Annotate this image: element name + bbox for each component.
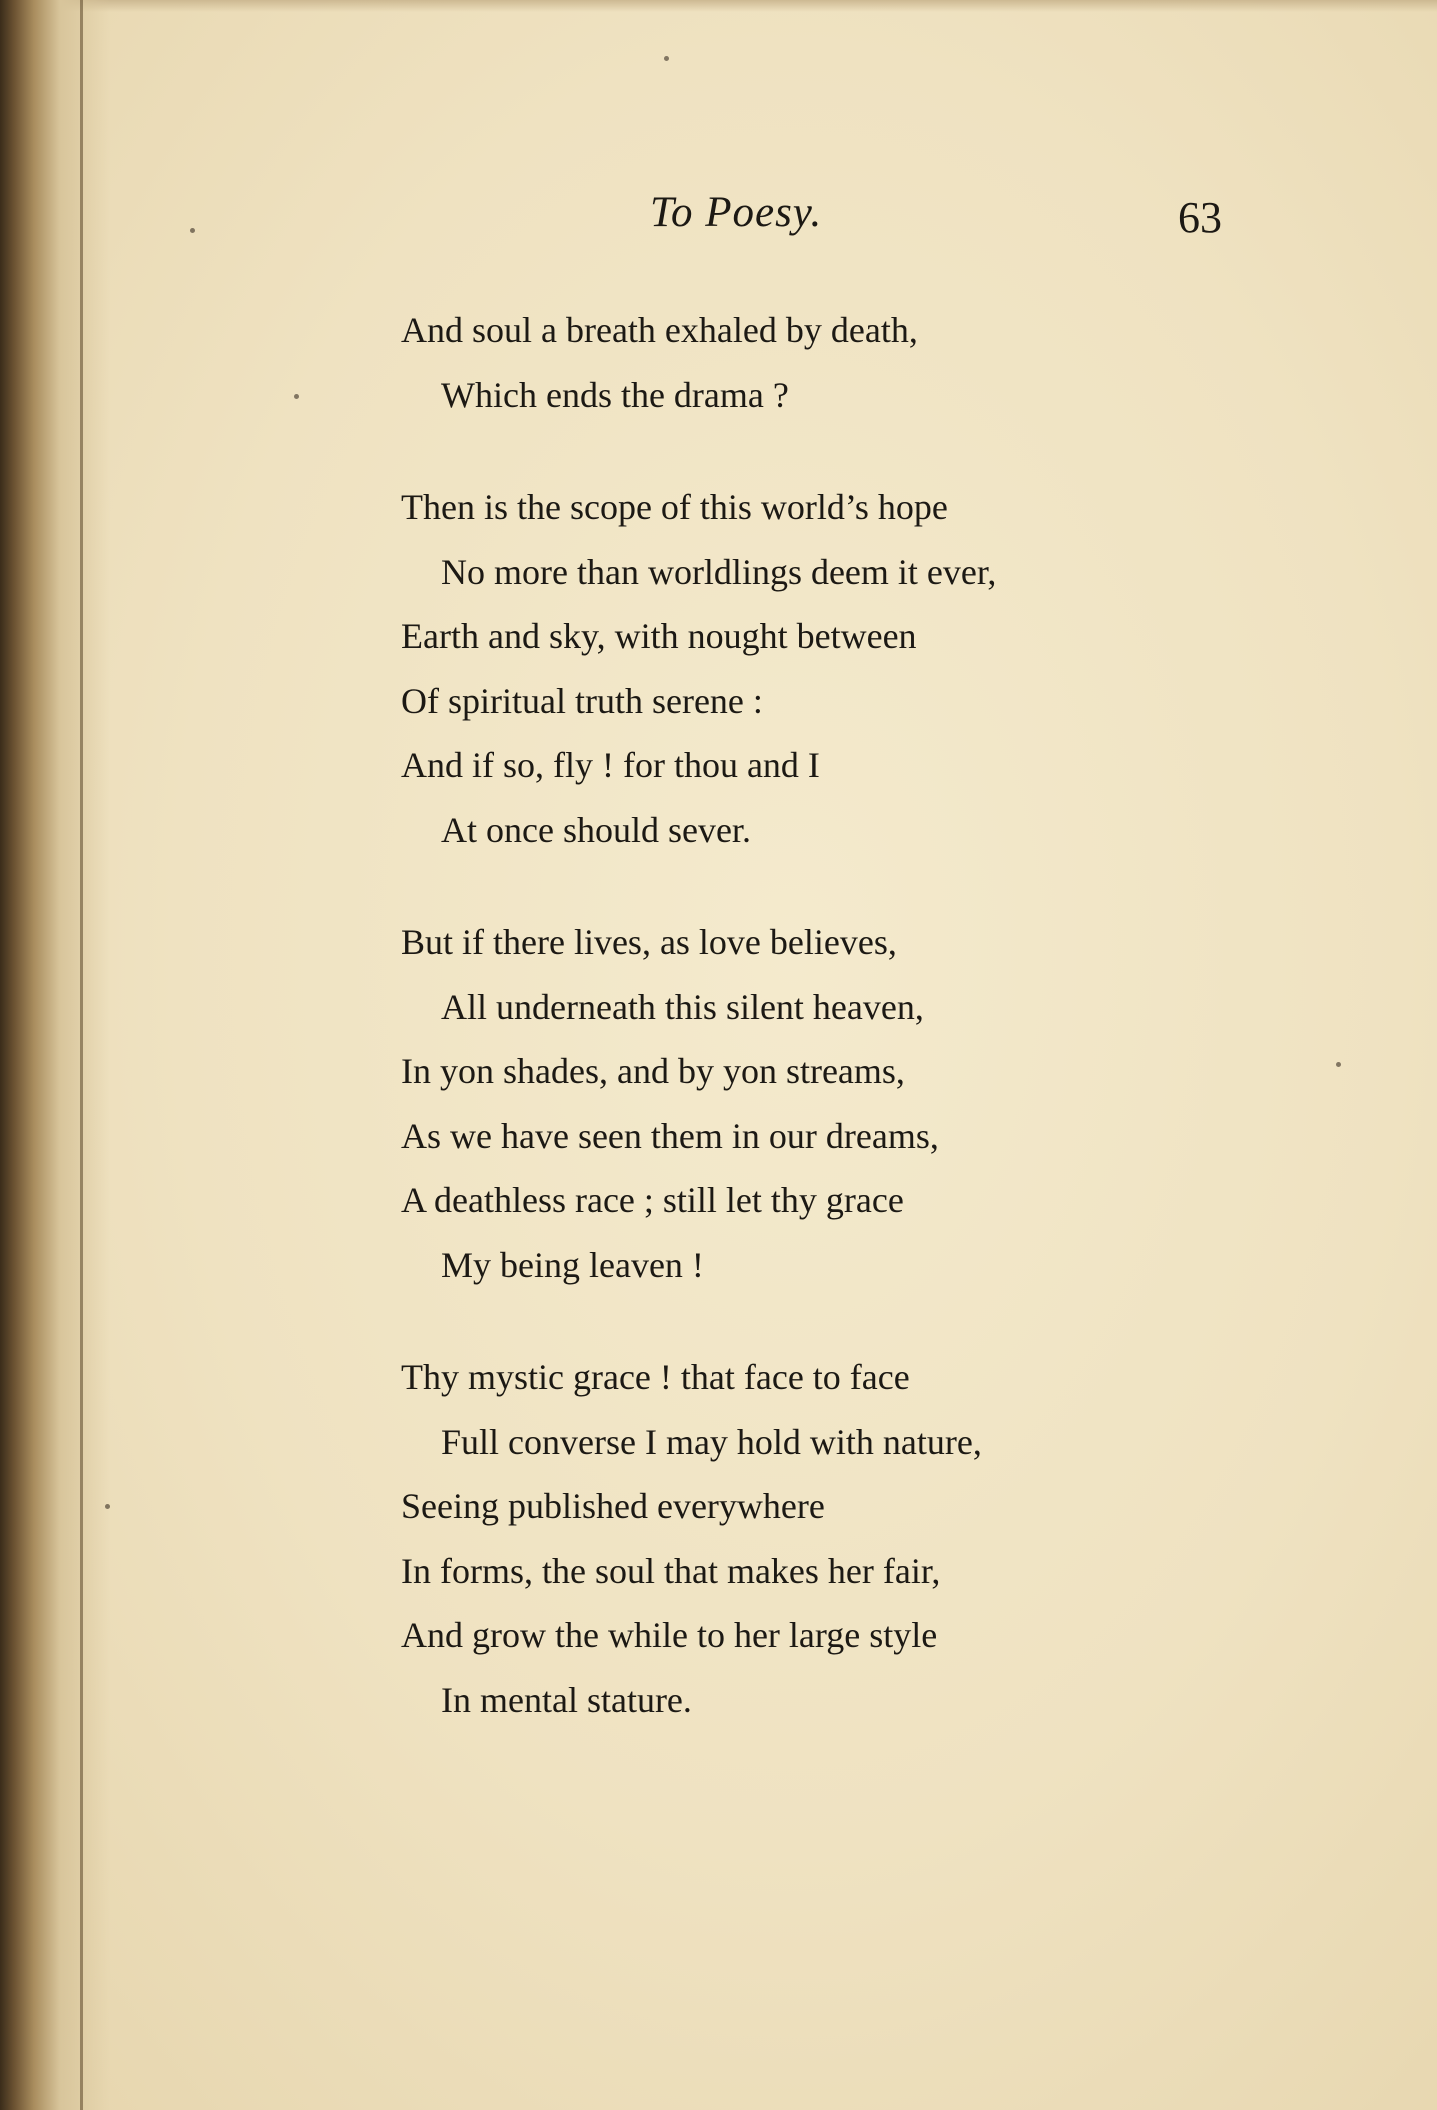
poem-line: Then is the scope of this world’s hope [401, 487, 948, 527]
running-head [0, 188, 1437, 248]
poem-line: No more than worldlings deem it ever, [441, 551, 997, 592]
paper-speck [1336, 1062, 1341, 1067]
poem-line: And if so, fly ! for thou and I [401, 745, 820, 785]
poem-line: Full converse I may hold with nature, [441, 1421, 982, 1462]
poem-line: And soul a breath exhaled by death, [401, 310, 918, 350]
poem-body [401, 298, 1301, 1732]
stanza-break [401, 1297, 1301, 1345]
stanza [401, 298, 1301, 427]
poem-line: But if there lives, as love believes, [401, 922, 897, 962]
page-number: 63 [1178, 193, 1222, 242]
gutter-shadow [0, 0, 110, 2110]
poem-line: At once should sever. [441, 809, 751, 850]
paper-speck [190, 228, 195, 233]
poem-line: And grow the while to her large style [401, 1615, 938, 1655]
poem-line: As we have seen them in our dreams, [401, 1115, 939, 1156]
paper-speck [105, 1504, 110, 1509]
poem-line: Which ends the drama ? [441, 374, 789, 415]
poem-line: Of spiritual truth serene : [401, 680, 763, 721]
stanza-break [401, 862, 1301, 910]
poem-line: Thy mystic grace ! that face to face [401, 1357, 910, 1397]
stanza [401, 910, 1301, 1297]
poem-line: A deathless race ; still let thy grace [401, 1180, 904, 1220]
poem-line: Earth and sky, with nought between [401, 616, 917, 656]
stanza [401, 475, 1301, 862]
stanza-break [401, 427, 1301, 475]
gutter-fold [80, 0, 83, 2110]
running-title: To Poesy. [650, 189, 823, 236]
poem-line: All underneath this silent heaven, [441, 986, 924, 1027]
paper-speck [294, 394, 299, 399]
page-top-edge [0, 0, 1437, 12]
stanza [401, 1345, 1301, 1732]
poem-line: My being leaven ! [441, 1244, 704, 1285]
paper-speck [664, 56, 669, 61]
poem-line: In forms, the soul that makes her fair, [401, 1550, 941, 1591]
poem-line: In yon shades, and by yon streams, [401, 1051, 905, 1091]
poem-line: In mental stature. [441, 1679, 692, 1720]
poem-line: Seeing published everywhere [401, 1486, 825, 1526]
